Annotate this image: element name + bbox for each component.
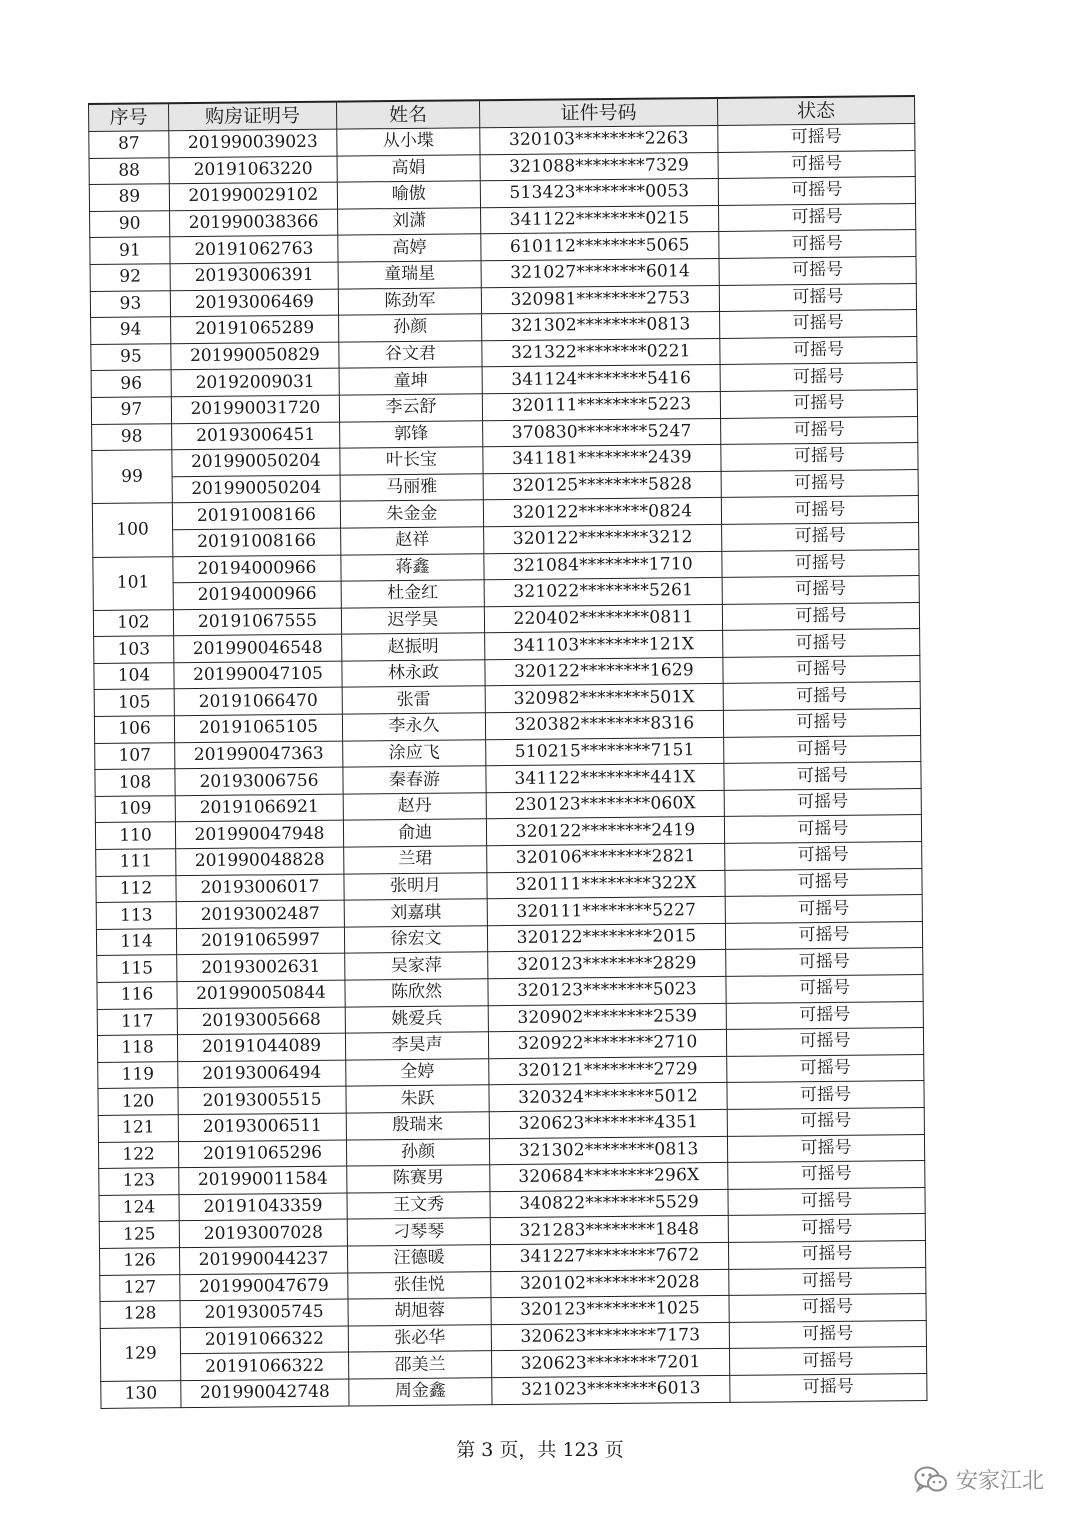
cell-seq: 112 [96,875,176,902]
cell-certificate-no: 20193005745 [180,1299,348,1327]
cell-seq: 106 [94,716,174,743]
cell-id-number: 320623********7173 [491,1322,729,1351]
cell-id-number: 321022********5261 [484,578,722,607]
cell-status: 可摇号 [725,842,922,870]
cell-status: 可摇号 [718,177,915,205]
cell-id-number: 320122********2419 [486,817,724,846]
cell-name: 蒋鑫 [341,553,484,581]
cell-id-number: 320982********501X [485,684,723,713]
cell-name: 林永政 [342,660,485,688]
cell-seq: 128 [100,1301,180,1328]
cell-name: 高婷 [338,234,481,262]
cell-seq: 113 [96,902,176,929]
cell-seq: 108 [95,769,175,796]
lottery-eligibility-table [88,95,927,1408]
cell-name: 张必华 [348,1324,491,1352]
cell-name: 童瑞星 [338,261,481,289]
cell-certificate-no: 20193002487 [176,900,344,928]
cell-certificate-no: 201990050204 [172,448,340,476]
cell-id-number: 320123********5023 [488,976,726,1005]
cell-certificate-no: 20191008166 [173,528,341,556]
cell-certificate-no: 201990011584 [179,1166,347,1194]
cell-seq: 122 [98,1141,178,1168]
cell-seq: 92 [90,264,170,291]
cell-id-number: 320324********5012 [489,1083,727,1112]
cell-status: 可摇号 [720,310,917,338]
cell-status: 可摇号 [719,203,916,231]
cell-certificate-no: 20191043359 [179,1193,347,1221]
cell-name: 孙颜 [339,314,482,342]
cell-certificate-no: 20193006756 [175,767,343,795]
cell-status: 可摇号 [721,416,918,444]
cell-name: 涂应飞 [343,739,486,767]
cell-seq: 94 [91,317,171,344]
header-status: 状态 [717,96,914,125]
cell-name: 从小堞 [337,128,480,156]
cell-certificate-no: 20193005515 [178,1086,346,1114]
cell-certificate-no: 201990047948 [175,821,343,849]
cell-status: 可摇号 [725,921,922,949]
cell-id-number: 321084********1710 [484,551,722,580]
cell-certificate-no: 201990047679 [180,1273,348,1301]
cell-id-number: 321302********0813 [489,1136,727,1165]
cell-certificate-no: 201990050844 [177,980,345,1008]
cell-seq: 96 [91,370,171,397]
cell-name: 张佳悦 [348,1271,491,1299]
cell-certificate-no: 20192009031 [171,368,339,396]
cell-certificate-no: 201990048828 [176,847,344,875]
cell-status: 可摇号 [728,1214,925,1242]
cell-name: 迟学昊 [341,606,484,634]
page-number-footer: 第 3 页，共 123 页 [456,1439,624,1461]
cell-name: 秦春游 [343,766,486,794]
cell-id-number: 341122********0215 [481,205,719,234]
cell-seq: 115 [97,955,177,982]
cell-id-number: 341227********7672 [490,1242,728,1271]
cell-id-number: 220402********0811 [484,604,722,633]
wechat-icon [914,1466,948,1494]
cell-certificate-no: 201990050204 [172,475,340,503]
cell-certificate-no: 201990042748 [181,1379,349,1407]
cell-id-number: 320103********2263 [480,125,718,154]
cell-name: 童坤 [339,367,482,395]
cell-status: 可摇号 [727,1134,924,1162]
cell-status: 可摇号 [723,709,920,737]
cell-certificate-no: 201990046548 [174,634,342,662]
header-name: 姓名 [336,100,479,129]
cell-name: 朱跃 [346,1085,489,1113]
cell-status: 可摇号 [722,602,919,630]
cell-id-number: 320111********5227 [487,897,725,926]
cell-name: 孙颜 [346,1138,489,1166]
cell-name: 马丽雅 [340,473,483,501]
cell-status: 可摇号 [722,576,919,604]
cell-id-number: 320623********4351 [489,1109,727,1138]
cell-status: 可摇号 [724,815,921,843]
cell-name: 谷文君 [339,340,482,368]
cell-status: 可摇号 [726,1028,923,1056]
cell-name: 全婷 [346,1058,489,1086]
cell-id-number: 320382********8316 [485,710,723,739]
cell-id-number: 610112********5065 [481,232,719,261]
cell-seq: 110 [95,822,175,849]
cell-name: 王文秀 [347,1191,490,1219]
cell-status: 可摇号 [729,1347,926,1375]
cell-status: 可摇号 [721,469,918,497]
cell-id-number: 341181********2439 [483,445,721,474]
cell-certificate-no: 20193007028 [179,1219,347,1247]
cell-seq: 101 [93,556,174,610]
cell-name: 郭锋 [340,420,483,448]
cell-id-number: 320106********2821 [487,843,725,872]
cell-name: 俞迪 [343,819,486,847]
cell-name: 殷瑞来 [346,1112,489,1140]
cell-name: 张明月 [344,872,487,900]
cell-certificate-no: 20191065289 [171,315,339,343]
cell-seq: 95 [91,343,171,370]
cell-certificate-no: 201990039023 [169,129,337,157]
cell-name: 朱金金 [340,500,483,528]
cell-certificate-no: 20191066470 [174,688,342,716]
cell-status: 可摇号 [719,230,916,258]
cell-id-number: 320123********1025 [491,1296,729,1325]
header-id-number: 证件号码 [479,98,717,128]
cell-certificate-no: 20191008166 [172,501,340,529]
cell-name: 赵丹 [343,793,486,821]
cell-id-number: 320122********1629 [485,657,723,686]
cell-certificate-no: 20191066322 [180,1326,348,1354]
cell-seq: 102 [93,609,173,636]
cell-certificate-no: 20193006511 [178,1113,346,1141]
cell-name: 胡旭蓉 [348,1298,491,1326]
cell-certificate-no: 20191044089 [177,1033,345,1061]
cell-certificate-no: 20191063220 [169,156,337,184]
cell-seq: 123 [99,1168,179,1195]
cell-seq: 99 [92,450,173,504]
cell-id-number: 320121********2729 [489,1056,727,1085]
cell-name: 吴家萍 [345,952,488,980]
account-watermark [914,1464,1044,1495]
cell-seq: 107 [95,742,175,769]
cell-certificate-no: 20193006391 [170,262,338,290]
cell-name: 赵振明 [342,633,485,661]
cell-status: 可摇号 [722,549,919,577]
cell-status: 可摇号 [726,975,923,1003]
cell-name: 陈欣然 [345,979,488,1007]
cell-id-number: 320111********322X [487,870,725,899]
cell-name: 李昊声 [345,1032,488,1060]
cell-id-number: 340822********5529 [490,1189,728,1218]
cell-status: 可摇号 [720,363,917,391]
cell-seq: 89 [89,184,169,211]
cell-name: 叶长宝 [340,447,483,475]
cell-status: 可摇号 [728,1161,925,1189]
cell-status: 可摇号 [721,496,918,524]
cell-id-number: 230123********060X [486,790,724,819]
cell-seq: 130 [101,1381,181,1408]
cell-seq: 97 [91,397,171,424]
cell-status: 可摇号 [724,762,921,790]
cell-seq: 117 [97,1008,177,1035]
cell-certificate-no: 201990047105 [174,661,342,689]
cell-id-number: 321027********6014 [481,258,719,287]
cell-certificate-no: 20191065105 [174,714,342,742]
cell-name: 高娟 [337,154,480,182]
cell-id-number: 321302********0813 [482,312,720,341]
cell-id-number: 321283********1848 [490,1216,728,1245]
cell-id-number: 320122********0824 [483,498,721,527]
cell-certificate-no: 20193006469 [170,289,338,317]
cell-status: 可摇号 [723,655,920,683]
cell-name: 徐宏文 [344,926,487,954]
cell-certificate-no: 20191066921 [175,794,343,822]
cell-seq: 109 [95,796,175,823]
cell-name: 刘潇 [338,208,481,236]
cell-status: 可摇号 [728,1187,925,1215]
cell-seq: 129 [100,1327,181,1381]
cell-seq: 91 [90,237,170,264]
cell-seq: 98 [92,423,172,450]
cell-id-number: 320922********2710 [488,1030,726,1059]
cell-name: 邵美兰 [349,1351,492,1379]
cell-status: 可摇号 [718,150,915,178]
cell-id-number: 321023********6013 [492,1375,730,1404]
cell-seq: 88 [89,157,169,184]
cell-status: 可摇号 [729,1294,926,1322]
cell-name: 姚爱兵 [345,1005,488,1033]
cell-status: 可摇号 [727,1081,924,1109]
cell-id-number: 320125********5828 [483,471,721,500]
cell-seq: 111 [96,849,176,876]
cell-status: 可摇号 [720,336,917,364]
cell-certificate-no: 20191065997 [176,927,344,955]
cell-status: 可摇号 [723,629,920,657]
cell-id-number: 341124********5416 [482,365,720,394]
cell-status: 可摇号 [726,948,923,976]
cell-id-number: 341122********441X [486,764,724,793]
cell-status: 可摇号 [725,868,922,896]
cell-name: 喻傲 [337,181,480,209]
cell-name: 刁琴琴 [347,1218,490,1246]
cell-certificate-no: 20193005668 [177,1007,345,1035]
cell-certificate-no: 20193006017 [176,874,344,902]
cell-seq: 121 [98,1115,178,1142]
cell-id-number: 513423********0053 [480,179,718,208]
cell-status: 可摇号 [727,1054,924,1082]
cell-id-number: 320122********2015 [487,923,725,952]
cell-status: 可摇号 [725,895,922,923]
cell-certificate-no: 20191067555 [173,608,341,636]
cell-certificate-no: 201990031720 [171,395,339,423]
cell-name: 张雷 [342,686,485,714]
header-certificate-no: 购房证明号 [169,102,337,131]
cell-certificate-no: 20194000966 [173,581,341,609]
watermark-text: 安家江北 [955,1469,1044,1494]
cell-seq: 116 [97,982,177,1009]
cell-certificate-no: 20193006494 [178,1060,346,1088]
cell-seq: 103 [94,636,174,663]
cell-id-number: 321322********0221 [482,338,720,367]
cell-certificate-no: 20191062763 [170,235,338,263]
cell-certificate-no: 20194000966 [173,555,341,583]
cell-certificate-no: 201990047363 [175,741,343,769]
cell-status: 可摇号 [730,1373,927,1401]
cell-certificate-no: 201990038366 [170,209,338,237]
cell-certificate-no: 20191065296 [178,1140,346,1168]
cell-seq: 114 [96,929,176,956]
cell-id-number: 320122********3212 [484,524,722,553]
cell-status: 可摇号 [729,1267,926,1295]
cell-status: 可摇号 [721,443,918,471]
cell-certificate-no: 201990029102 [169,182,337,210]
cell-seq: 126 [99,1248,179,1275]
cell-seq: 124 [99,1194,179,1221]
cell-name: 刘嘉琪 [344,899,487,927]
cell-status: 可摇号 [718,124,915,152]
cell-id-number: 320981********2753 [481,285,719,314]
cell-certificate-no: 20193002631 [177,953,345,981]
cell-name: 杜金红 [341,580,484,608]
cell-id-number: 320623********7201 [491,1349,729,1378]
cell-status: 可摇号 [724,735,921,763]
cell-name: 陈劲军 [338,287,481,315]
cell-name: 周金鑫 [349,1378,492,1406]
cell-id-number: 510215********7151 [486,737,724,766]
cell-seq: 118 [97,1035,177,1062]
cell-status: 可摇号 [719,283,916,311]
cell-name: 李永久 [342,713,485,741]
cell-seq: 105 [94,689,174,716]
cell-seq: 120 [98,1088,178,1115]
cell-status: 可摇号 [726,1001,923,1029]
cell-status: 可摇号 [728,1240,925,1268]
cell-seq: 119 [98,1061,178,1088]
cell-id-number: 320123********2829 [488,950,726,979]
cell-id-number: 321088********7329 [480,152,718,181]
cell-id-number: 320902********2539 [488,1003,726,1032]
cell-status: 可摇号 [722,522,919,550]
cell-name: 赵祥 [341,527,484,555]
cell-seq: 104 [94,663,174,690]
cell-seq: 93 [90,290,170,317]
cell-name: 汪德暖 [347,1245,490,1273]
cell-certificate-no: 20191066322 [181,1352,349,1380]
cell-seq: 127 [100,1274,180,1301]
cell-certificate-no: 201990050829 [171,342,339,370]
cell-seq: 125 [99,1221,179,1248]
cell-id-number: 370830********5247 [483,418,721,447]
cell-seq: 87 [89,131,169,158]
cell-certificate-no: 201990044237 [179,1246,347,1274]
cell-status: 可摇号 [729,1320,926,1348]
cell-status: 可摇号 [719,257,916,285]
cell-name: 陈赛男 [347,1165,490,1193]
cell-id-number: 320102********2028 [491,1269,729,1298]
cell-certificate-no: 20193006451 [172,422,340,450]
cell-name: 兰珺 [344,846,487,874]
cell-seq: 90 [90,211,170,238]
table-body [89,124,927,1408]
header-seq: 序号 [89,103,169,131]
cell-id-number: 320111********5223 [482,391,720,420]
cell-status: 可摇号 [723,682,920,710]
cell-id-number: 320684********296X [490,1163,728,1192]
cell-status: 可摇号 [724,788,921,816]
cell-status: 可摇号 [727,1107,924,1135]
cell-id-number: 341103********121X [485,631,723,660]
cell-name: 李云舒 [339,394,482,422]
cell-status: 可摇号 [720,389,917,417]
cell-seq: 100 [92,503,173,557]
